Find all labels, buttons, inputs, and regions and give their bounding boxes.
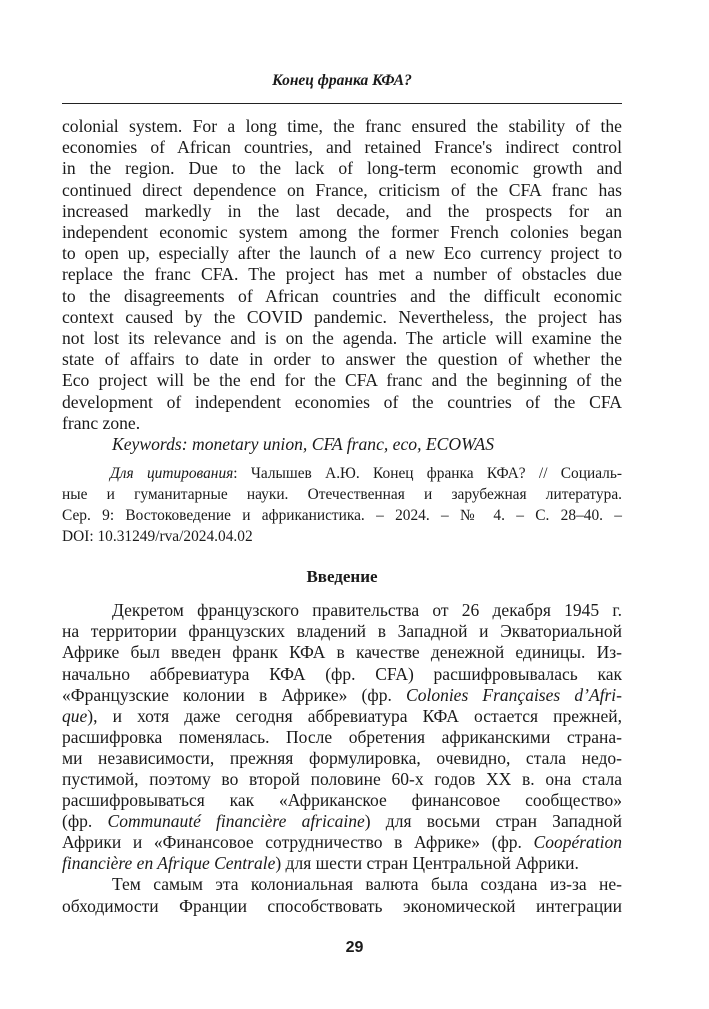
abstract-line: Eco project will be the end for the CFA franc and the beginning of the xyxy=(62,370,622,391)
abstract-line: colonial system. For a long time, the franc ensured the stability of the xyxy=(62,116,622,136)
header-rule xyxy=(62,103,622,104)
keywords-label: Keywords xyxy=(112,434,182,455)
abstract-line: franc zone. xyxy=(62,412,141,433)
body-line xyxy=(62,832,622,853)
body-line: пустимой, поэтому во второй половине 60-х годов XX в. она стала xyxy=(62,769,622,789)
body-text-run: «Французские колонии в Африке» (фр. xyxy=(62,684,407,705)
running-title: Конец франка КФА? xyxy=(272,72,412,89)
citation-text: : Чалышев А.Ю. Конец франка КФА? // Социаль- xyxy=(233,465,622,483)
citation-line: Сер. 9: Востоковедение и африканистика. – 2024. – № 4. – С. 28–40. – xyxy=(62,507,622,525)
body-line: ми независимости, прежняя формулировка, очевидно, стала недо- xyxy=(62,747,622,768)
keywords-text: : monetary union, CFA franc, eco, ECOWAS xyxy=(181,434,495,455)
abstract-line: development of independent economies of the countries of the CFA xyxy=(62,391,622,412)
abstract-line: not lost its relevance and is on the agenda. The article will examine the xyxy=(62,328,622,349)
body-line: Тем самым эта колониальная валюта была создана из-за не- xyxy=(112,874,622,895)
body-line: начально аббревиатура КФА (фр. CFA) расшифровывалась как xyxy=(62,663,622,684)
body-italic-run: que xyxy=(62,705,88,726)
abstract-line: context caused by the COVID pandemic. Nevertheless, the project has xyxy=(62,306,622,327)
section-heading: Введение xyxy=(306,567,378,587)
body-italic-run: Colonies Françaises d’Afri- xyxy=(406,684,622,705)
citation-block xyxy=(62,463,622,547)
citation-line: ные и гуманитарные науки. Отечественная и зарубежная литература. xyxy=(62,486,622,504)
body-text-run: Африки и «Финансовое сотрудничество в Африке» (фр. xyxy=(62,832,534,853)
body-line: Декретом французского правительства от 26 декабря 1945 г. xyxy=(112,600,622,621)
abstract-line: to the disagreements of African countries and the difficult economic xyxy=(62,285,622,306)
citation-label: Для цитирования xyxy=(110,465,234,483)
body-line: расшифровываться как «Африканское финансовое сообщество» xyxy=(62,790,622,811)
body-line xyxy=(62,685,622,706)
body-line xyxy=(62,853,622,874)
abstract xyxy=(62,116,622,434)
body-text-run: ) для восьми стран Западной xyxy=(364,811,622,832)
keywords xyxy=(62,434,622,455)
body-line: Африке был введен франк КФА в качестве денежной единицы. Из- xyxy=(62,642,622,663)
abstract-line: state of affairs to date in order to answer the question of whether the xyxy=(62,349,622,370)
abstract-line: to open up, especially after the launch of a new Eco currency project to xyxy=(62,243,622,264)
body-text-run: (фр. xyxy=(62,811,108,832)
citation-line: DOI: 10.31249/rva/2024.04.02 xyxy=(62,528,253,546)
body-line xyxy=(62,811,622,832)
body-line: обходимости Франции способствовать экономической интеграции xyxy=(62,895,622,916)
abstract-line: replace the franc CFA. The project has met a number of obstacles due xyxy=(62,264,622,285)
body-text-run: ) для шести стран Центральной Африки. xyxy=(275,853,579,874)
abstract-line: continued direct dependence on France, criticism of the CFA franc has xyxy=(62,179,622,200)
body-italic-run: financière en Afrique Centrale xyxy=(62,853,276,874)
body-line xyxy=(62,706,622,727)
page-content xyxy=(62,116,622,917)
abstract-line: economies of African countries, and retained France's indirect control xyxy=(62,137,622,158)
citation-line xyxy=(62,463,622,484)
page-number: 29 xyxy=(345,939,364,956)
body-text-run: ), и хотя даже сегодня аббревиатура КФА остается прежней, xyxy=(87,705,622,726)
abstract-line: in the region. Due to the lack of long-term economic growth and xyxy=(62,158,622,179)
abstract-line: independent economic system among the former French colonies began xyxy=(62,222,622,243)
body-italic-run: Communauté financière africaine xyxy=(107,811,365,832)
body-italic-run: Coopération xyxy=(533,832,622,853)
body-text xyxy=(62,600,622,916)
body-line: расшифровка поменялась. После обретения африканскими страна- xyxy=(62,726,622,747)
body-line: на территории французских владений в Западной и Экваториальной xyxy=(62,621,622,642)
abstract-line: increased markedly in the last decade, and the prospects for an xyxy=(62,200,622,221)
